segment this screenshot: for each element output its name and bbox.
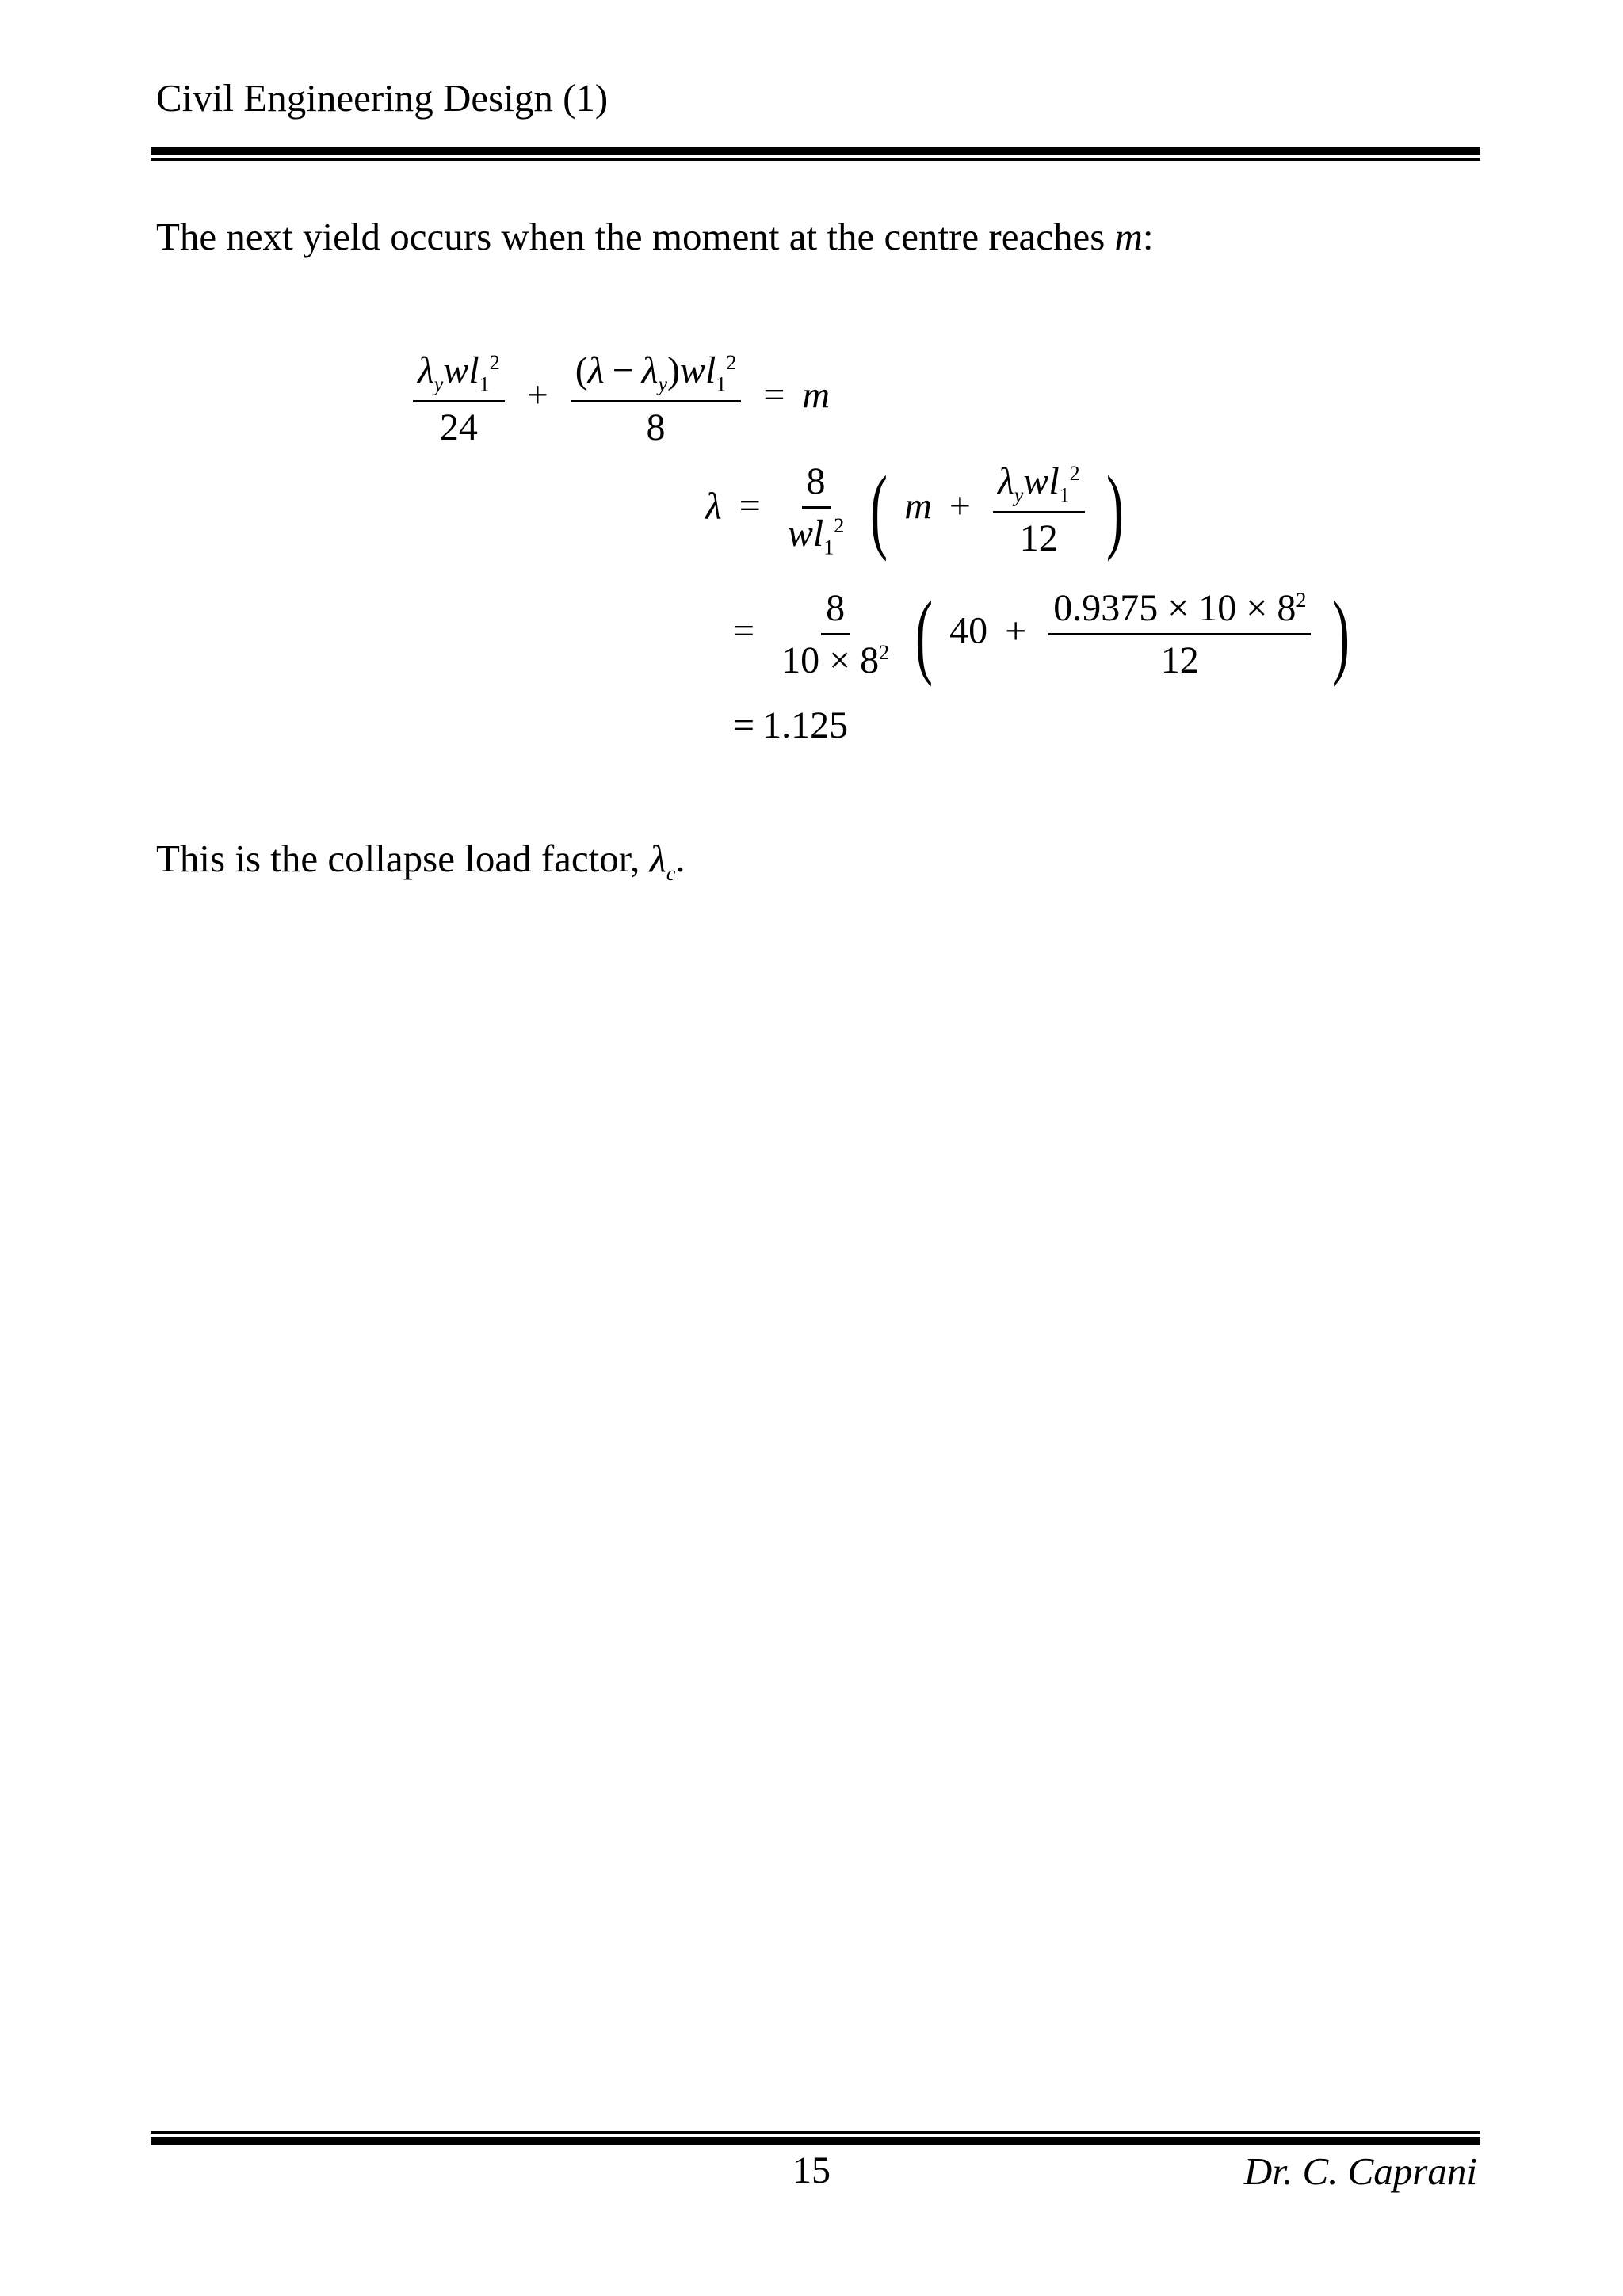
eq3-fraction: $\frac{8}{10 \times 8^2}$ xyxy=(781,587,890,681)
intro-paragraph xyxy=(156,214,1154,259)
conclusion-period: . xyxy=(675,837,685,880)
eq2-plus: + xyxy=(949,485,971,528)
equation-4 xyxy=(725,704,848,747)
eq3-inner-a: 40 xyxy=(949,609,988,652)
eq4-value: 1.125 xyxy=(762,704,849,746)
footer-rule-thin xyxy=(151,2131,1480,2134)
footer-rule-thick xyxy=(151,2137,1480,2145)
intro-variable: m xyxy=(1114,215,1143,258)
eq2-left-paren: ( xyxy=(870,456,888,563)
intro-text: The next yield occurs when the moment at the centre reaches xyxy=(156,215,1115,258)
author-name: Dr. C. Caprani xyxy=(1243,2149,1477,2193)
eq1-plus: + xyxy=(526,374,548,417)
eq1-fraction-1 xyxy=(413,349,505,449)
conclusion-paragraph xyxy=(156,836,685,886)
eq3-equals: = xyxy=(733,609,755,652)
eq3-left-paren: ( xyxy=(915,581,934,687)
page-header: Civil Engineering Design (1) xyxy=(156,76,609,120)
eq1-fraction-2 xyxy=(571,349,742,449)
header-rule-thin xyxy=(151,158,1480,161)
eq2-equals: = xyxy=(739,485,761,528)
collapse-factor-symbol: λ xyxy=(649,837,666,880)
eq1-equals: = xyxy=(763,374,785,417)
eq3-right-paren: ) xyxy=(1332,581,1350,687)
eq2-right-paren: ) xyxy=(1106,456,1124,563)
header-rule-thick xyxy=(151,147,1480,155)
eq2-inner-fraction: $\frac{\lambda_ywl_1^2}{12}$ xyxy=(993,460,1085,560)
eq3-inner-fraction: $\frac{0.9375 \times 10 \times 8^2}{12}$ xyxy=(1048,586,1311,682)
eq2-lhs: λ xyxy=(705,485,722,528)
eq1-fraction-1-denominator: 24 xyxy=(439,406,478,448)
eq2-fraction: $\frac{8}{wl_1^2}$ xyxy=(787,460,845,559)
eq2-m: m xyxy=(904,485,932,528)
eq3-plus: + xyxy=(1005,609,1027,652)
eq1-rhs: m xyxy=(802,374,831,417)
equation-1 xyxy=(408,349,830,449)
page-number: 15 xyxy=(792,2149,831,2191)
intro-colon: : xyxy=(1142,215,1154,258)
eq1-fraction-2-denominator: 8 xyxy=(646,406,666,448)
equation-3 xyxy=(725,581,1357,687)
eq1-fraction-2-numerator: $(\lambda - \lambda_y)wl_1^2$ xyxy=(571,349,742,402)
conclusion-text: This is the collapse load factor, xyxy=(156,837,650,880)
eq4-equals: = xyxy=(733,704,755,746)
eq1-fraction-1-numerator: $\lambda_ywl_1^2$ xyxy=(413,349,505,402)
equation-2 xyxy=(705,456,1131,563)
collapse-factor-subscript: c xyxy=(666,861,676,885)
